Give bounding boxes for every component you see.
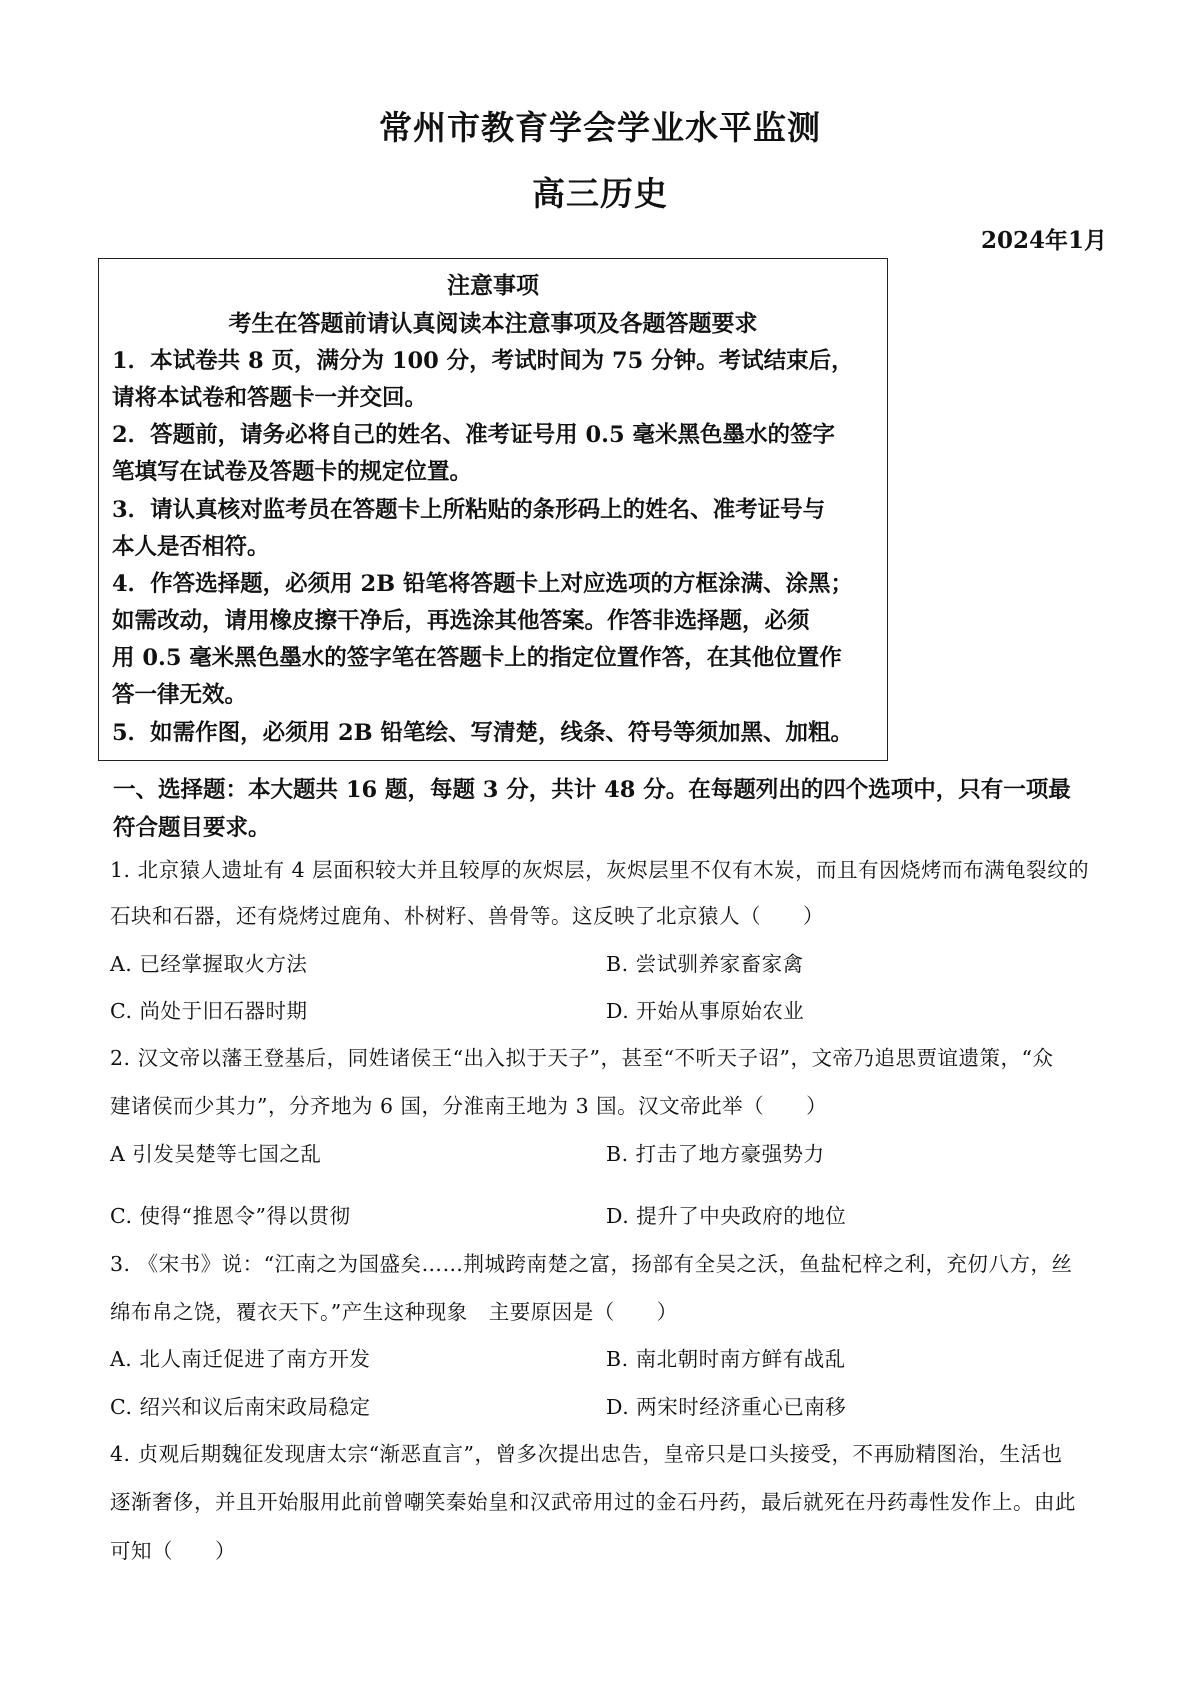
question-1-option-b: B. 尝试驯养家畜家禽 [606, 952, 804, 976]
notice-intro: 考生在答题前请认真阅读本注意事项及各题答题要求 [228, 310, 758, 337]
question-1-option-d: D. 开始从事原始农业 [606, 999, 805, 1023]
question-4-stem: 可知（ ） [110, 1539, 236, 1563]
exam-subject: 高三历史 [532, 174, 668, 213]
notice-box [98, 258, 888, 761]
notice-line: 用 0.5 毫米黑色墨水的签字笔在答题卡上的指定位置作答，在其他位置作 [112, 645, 842, 671]
question-1-stem: 石块和石器，还有烧烤过鹿角、朴树籽、兽骨等。这反映了北京猿人（ ） [110, 904, 824, 928]
question-4-stem: 逐渐奢侈，并且开始服用此前曾嘲笑秦始皇和汉武帝用过的金石丹药，最后就死在丹药毒性发作上。由此 [110, 1490, 1076, 1514]
notice-line: 本人是否相符。 [112, 534, 270, 560]
exam-date: 2024年1月 [980, 227, 1107, 254]
question-4-stem: 4. 贞观后期魏征发现唐太宗“渐恶直言”，曾多次提出忠告，皇帝只是口头接受，不再励精图治，生活也 [110, 1442, 1063, 1466]
notice-line: 答一律无效。 [112, 682, 248, 708]
notice-line: 3．请认真核对监考员在答题卡上所粘贴的条形码上的姓名、准考证号与 [112, 497, 826, 523]
question-3-option-b: B. 南北朝时南方鲜有战乱 [606, 1347, 846, 1371]
notice-line: 请将本试卷和答题卡一并交回。 [112, 385, 428, 411]
notice-line: 1．本试卷共 8 页，满分为 100 分，考试时间为 75 分钟。考试结束后， [112, 348, 854, 374]
question-1-stem: 1. 北京猿人遗址有 4 层面积较大并且较厚的灰烬层，灰烬层里不仅有木炭，而且有因烧烤而布满龟裂纹的 [110, 858, 1090, 882]
question-2-option-b: B. 打击了地方豪强势力 [606, 1142, 825, 1166]
question-1-option-c: C. 尚处于旧石器时期 [110, 999, 308, 1023]
notice-line: 笔填写在试卷及答题卡的规定位置。 [112, 459, 473, 485]
question-3-stem: 3. 《宋书》说：“江南之为国盛矣……荆城跨南楚之富，扬部有全吴之沃，鱼盐杞梓之利，充仞八方，丝 [110, 1252, 1073, 1276]
question-3-option-a: A. 北人南迁促进了南方开发 [110, 1347, 371, 1371]
exam-title: 常州市教育学会学业水平监测 [379, 108, 821, 147]
section-heading: 一、选择题：本大题共 16 题，每题 3 分，共计 48 分。在每题列出的四个选项中，只有一项最 [113, 777, 1071, 803]
question-2-stem: 2. 汉文帝以藩王登基后，同姓诸侯王“出入拟于天子”，甚至“不听天子诏”，文帝乃追思贾谊遗策，“众 [110, 1046, 1054, 1070]
question-3-option-c: C. 绍兴和议后南宋政局稳定 [110, 1395, 371, 1419]
question-2-option-d: D. 提升了中央政府的地位 [606, 1204, 847, 1228]
notice-line: 2．答题前，请务必将自己的姓名、准考证号用 0.5 毫米黑色墨水的签字 [112, 422, 835, 448]
notice-title: 注意事项 [447, 272, 539, 299]
question-2-option-c: C. 使得“推恩令”得以贯彻 [110, 1204, 351, 1228]
question-1-option-a: A. 已经掌握取火方法 [110, 952, 308, 976]
question-2-option-a: A 引发吴楚等七国之乱 [110, 1142, 322, 1166]
question-3-stem: 绵布帛之饶，覆衣天下。”产生这种现象 主要原因是（ ） [110, 1300, 678, 1324]
section-heading: 符合题目要求。 [113, 815, 271, 841]
notice-line: 如需改动，请用橡皮擦干净后，再选涂其他答案。作答非选择题，必须 [112, 608, 810, 634]
notice-line: 5．如需作图，必须用 2B 铅笔绘、写清楚，线条、符号等须加黑、加粗。 [112, 720, 853, 746]
notice-line: 4．作答选择题，必须用 2B 铅笔将答题卡上对应选项的方框涂满、涂黑； [112, 571, 853, 597]
question-2-stem: 建诸侯而少其力”，分齐地为 6 国，分淮南王地为 3 国。汉文帝此举（ ） [110, 1094, 828, 1118]
question-3-option-d: D. 两宋时经济重心已南移 [606, 1395, 847, 1419]
